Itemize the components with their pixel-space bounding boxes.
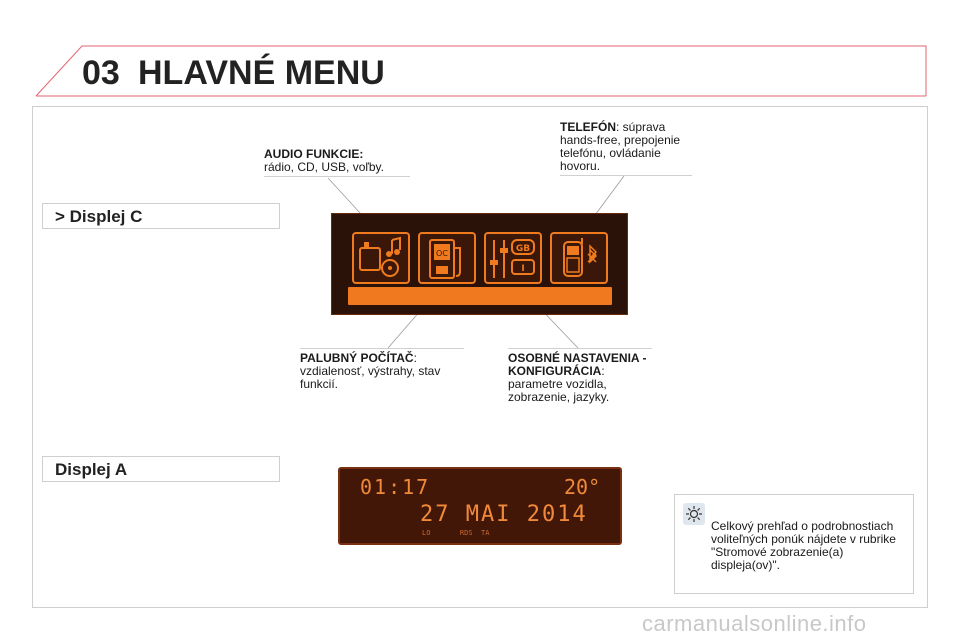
callout-settings-title: OSOBNÉ NASTAVENIA - KONFIGURÁCIA bbox=[508, 351, 647, 378]
info-note-box bbox=[674, 494, 914, 594]
display-a-indicators: LO RDS TA bbox=[422, 529, 490, 537]
display-c-selection-bar bbox=[348, 287, 612, 305]
phone-icon bbox=[550, 232, 608, 284]
display-a-temp: 20° bbox=[564, 475, 601, 499]
section-display-c-label: > Displej C bbox=[55, 207, 143, 226]
info-note-text: Celkový prehľad o podrobnostiach voliteľných ponúk nájdete v rubrike "Stromové zobrazenie(a) displeja(ov)". bbox=[711, 519, 896, 572]
display-a-time: 01:17 bbox=[360, 475, 431, 499]
page-title: HLAVNÉ MENU bbox=[138, 54, 385, 92]
section-display-c bbox=[42, 203, 280, 229]
callout-audio-rule bbox=[264, 176, 410, 177]
callout-phone-text: : súprava hands-free, prepojenie telefónu, ovládanie hovoru. bbox=[560, 120, 681, 173]
callout-computer-rule bbox=[300, 348, 464, 349]
callout-computer-title: PALUBNÝ POČÍTAČ bbox=[300, 351, 414, 365]
callout-phone-rule bbox=[560, 175, 692, 176]
section-display-a bbox=[42, 456, 280, 482]
sun-icon bbox=[683, 503, 705, 525]
callout-phone-title: TELEFÓN bbox=[560, 120, 616, 134]
section-display-a-label: Displej A bbox=[55, 460, 128, 479]
chapter-number: 03 bbox=[82, 54, 120, 92]
callout-settings-rule bbox=[508, 348, 652, 349]
callout-settings-text: : parametre vozidla, zobrazenie, jazyky. bbox=[508, 364, 610, 404]
audio-icon bbox=[352, 232, 410, 284]
callout-audio-text: rádio, CD, USB, voľby. bbox=[264, 160, 384, 174]
display-a-date: 27 MAI 2014 bbox=[420, 502, 588, 527]
trip-computer-icon-label: OC bbox=[436, 249, 448, 258]
callout-phone bbox=[560, 121, 694, 173]
callout-computer bbox=[300, 352, 460, 391]
settings-icon bbox=[484, 232, 542, 284]
callout-settings bbox=[508, 352, 654, 404]
callout-audio-title: AUDIO FUNKCIE: bbox=[264, 147, 364, 161]
settings-icon-label-top: GB bbox=[515, 244, 531, 254]
callout-audio bbox=[264, 148, 414, 174]
display-a-screen bbox=[338, 467, 622, 545]
trip-computer-icon bbox=[418, 232, 476, 284]
settings-icon-label-bottom: I bbox=[521, 264, 525, 274]
watermark: carmanualsonline.info bbox=[642, 611, 867, 636]
display-c-screen bbox=[331, 213, 628, 315]
callout-computer-text: : vzdialenosť, výstrahy, stav funkcií. bbox=[300, 351, 441, 391]
